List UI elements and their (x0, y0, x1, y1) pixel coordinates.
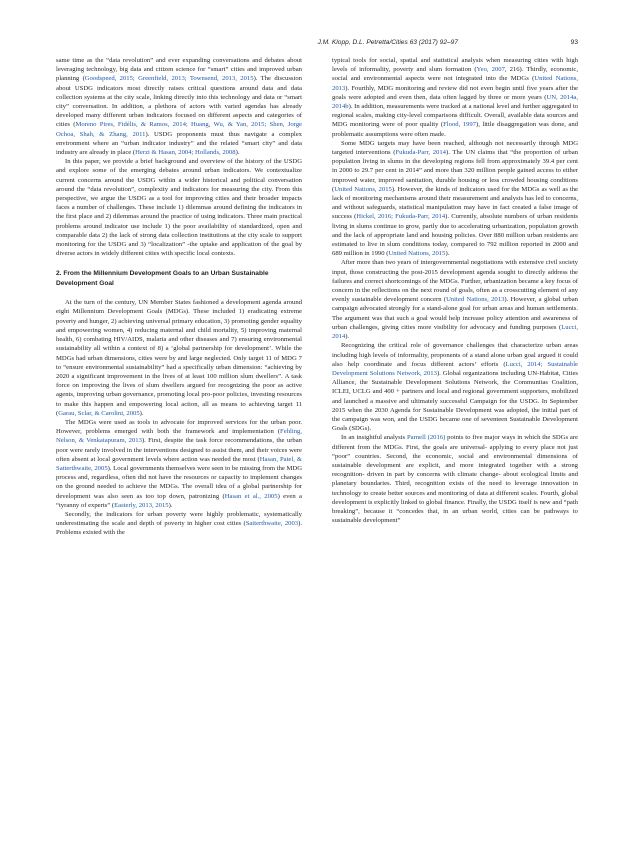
citation-link[interactable]: Hasan, Patel, & Satterthwaite, 2005 (56, 455, 302, 472)
paragraph (332, 258, 578, 341)
text-run: ). (168, 501, 173, 509)
text-run: Recognizing the critical role of governance challenges that characterize urban areas including high levels of informality, proponents of a stand alone urban goal argued it could also help coordinate and focus different actors’ efforts ( (332, 342, 578, 368)
text-run: ). The discussion about USDG indicators most directly raises critical questions around data and data collection systems at the city scale, linking directly into this technology and data or “smart city” conversation. In addition, a plethora of actors with varied agendas has already developed many different urban indicators focused on different aspects and categories of cities ( (56, 75, 302, 129)
text-run: Secondly, the indicators for urban poverty were highly problematic, systematically underestimating the scale and depth of poverty in higher cost cities ( (56, 510, 302, 528)
text-run: ). (445, 250, 450, 258)
citation-link[interactable]: United Nations, 2015 (388, 250, 446, 258)
paragraph: In this paper, we provide a brief background and overview of the history of the USDG and explore some of the emerging debates around urban indicators. We contextualize current concerns around the USDG within a wider historical and political conversation around the “data revolution”, complexity and indicators for measuring the city. From this perspective, we argue the USDG as a tool for improving cities and their broader impacts faces a number of challenges. These include 1) dilemmas around defining the indicators in the first place and 2) dilemmas around the practice of using indicators. Three main practical problems around indicator use include 1) the poor availability of standardized, open and comparable data 2) the lack of strong data collection institutions at the city scale to support monitoring for the USDG and 3) “localization” -the uptake and application of the goal by diverse actors in widely different cities with specific local contexts. (56, 158, 302, 258)
text-run: typical tools for social, spatial and statistical analysis when measuring cities with high levels of informality, poverty and slum formation ( (332, 57, 578, 74)
citation-link[interactable]: UN, 2014a, 2014b (332, 93, 578, 111)
citation-link[interactable]: Moreno Pires, Fidélis, & Ramos, 2014; Huang, Wu, & Yan, 2015; Shen, Jorge Ochoa, Shah, & Zhang, 2011 (56, 121, 302, 138)
paragraph (56, 510, 302, 538)
citation-link[interactable]: Hickel, 2016; Fukuda-Parr, 2014 (356, 213, 446, 221)
paragraph (56, 56, 302, 157)
paragraph (332, 433, 578, 525)
paragraph (332, 56, 578, 139)
citation-link[interactable]: Garau, Sclar, & Carolini, 2005 (58, 409, 140, 417)
citation-link[interactable]: United Nations, 2013 (332, 75, 578, 92)
text-run: ). Fourthly, MDG monitoring and review did not even begin until five years after the goals were adopted and even then, data often lagged by three or more years ( (332, 84, 578, 101)
citation-link[interactable]: Yeo, 2007 (476, 66, 505, 74)
text-run: same time as the “data revolution” and ever expanding conversations and debates about leveraging technology, big data and citizen science for “smart” cities and improved urban planning ( (56, 57, 302, 83)
text-run: ). USDG proponents must thus navigate a complex environment where an “urban indicator industry” and the related “smart city” and data industry are already in place ( (56, 130, 302, 157)
text-run: The MDGs were used as tools to advocate for improved services for the urban poor. However, problems emerged with both the framework and implementation ( (56, 418, 302, 436)
citation-link[interactable]: Lucci, 2014 (332, 323, 578, 341)
text-run: ). Global organizations including UN-Habitat, Cities Alliance, the Sustainable Development Solutions Network, the Communitas Coalition, ICLEI, UCLG and 400 + partners and local and regional government supporters, mobilized and launched a massive and ultimately successful Campaign for the USDG. In September 2015 when the 2030 Agenda for Sustainable Development was adopted, the initial part of the campaign was won, and the USDG became one of seventeen Sustainable Development Goals (SDGs). (332, 369, 578, 433)
text-run: ). (345, 333, 350, 341)
paragraph (332, 341, 578, 433)
citation-link[interactable]: Fukuda-Parr, 2014 (395, 149, 446, 157)
citation-link[interactable]: Easterly, 2013, 2015 (114, 501, 169, 509)
citation-link[interactable]: Lucci, 2014; Sustainable Development Solutions Network, 2013 (332, 360, 578, 377)
citation-link[interactable]: Fehling, Nelson, & Venkatapuram, 2013 (56, 428, 302, 445)
running-header (56, 36, 578, 50)
text-run: ), little disaggregation was done, and problematic assumptions were often made. (332, 121, 578, 138)
page-number: 93 (570, 39, 578, 46)
citation-link[interactable]: Parnell (2016) (406, 434, 446, 442)
text-run: ). Local governments themselves were seen to be missing from the MDG process and, regardless, often did not have the resources or capacity to implement changes on the ground needed to achieve the MDGs. The overall idea of a global partnership for development was also seen as too top down, patronizing ( (56, 464, 303, 500)
text-run: ). The UN claims that “the proportion of urban population living in slums in the developing regions fell from approximately 39.4 per cent in 2000 to 29.7 per cent in 2014” and more than 320 million people gained access to either improved water, improved sanitation, durable housing or less crowded housing conditions ( (332, 149, 578, 193)
paragraph (56, 298, 302, 418)
paragraph (332, 139, 578, 259)
text-run: After more than two years of intergovernmental negotiations with extensive civil society input, those constructing the post-2015 development agenda sought to directly address the failures and correct shortcomings of the MDGs. Further, urbanization became a key focus of concern in the reflections on the next round of goals, often as a crosscutting element of any evenly sustainable development concern ( (332, 259, 578, 304)
text-run: ). Currently, absolute numbers of urban residents living in slums continue to grow, partly due to accelerating urbanization, population growth and the lack of appropriate land and housing policies. Over 880 million urban residents are estimated to live in slum conditions today, compared to 792 million reported in 2000 and 689 million in 1990 ( (332, 213, 578, 258)
text-run: ). First, despite the task force recommendations, the urban poor were rarely involved in the interventions designed to assist them, and their voices were often absent at local government levels where action was needed the most ( (56, 437, 302, 463)
citation-link[interactable]: Satterthwaite, 2003 (245, 520, 299, 528)
citation-link[interactable]: United Nations, 2015 (334, 185, 392, 193)
text-run: ). In addition, measurements were tracked at a national level and further aggregated to regional scales, making city-level comparisons difficult. Overall, available data sources and MDG monitoring were of poor quality ( (332, 103, 578, 129)
text-run: In an insightful analysis (341, 434, 407, 442)
text-run: points to five major ways in which the SDGs are different from the MDGs. First, the goals are universal- applying to every place not just “poor” countries. Second, the economic, social and environmental dimensions of sustainable development are explicit, and more integrated together with a strong recognition- driven in part by concerns with climate change- about ecological limits and planetary boundaries. Third, recognition exists of the need to leverage innovation in technology to create better sources and monitoring of data at different scales. Fourth, global development is explicitly linked to global finance. Finally, the USDG itself is new and “path breaking”, because it “concedes that, in an urban world, cities can be pathways to sustainable development” (332, 434, 578, 525)
text-run: ). However, the kinds of indicators used for the MDGs as well as the lack of monitoring mechanisms around their measurement and analysis has led to concerns, and without safeguards, statistical manipulation may have in fact created a false image of success ( (332, 185, 579, 221)
citation-link[interactable]: Flood, 1997 (443, 121, 477, 129)
left-column (56, 56, 302, 538)
text-run: ) even a “tyranny of experts” ( (56, 492, 302, 509)
right-column (332, 56, 578, 525)
text-run: Some MDG targets may have been reached, although not necessarily through MDG targeted interventions ( (332, 139, 578, 157)
text-run: , 216). Thirdly, economic, social and environmental aspects were not integrated into the MDGs ( (332, 66, 578, 83)
journal-citation: J.M. Klopp, D.L. Petretta/Cities 63 (2017) 92–97 (317, 39, 458, 46)
citation-link[interactable]: Hasan et al., 2005 (224, 492, 278, 500)
text-run: At the turn of the century, UN Member States fashioned a development agenda around eight Millennium Development Goals (MDGs). These included 1) eradicating extreme poverty and hunger, 2) achieving universal primary education, 3) promoting gender equality and empowering women, 4) reducing maternal and child mortality, 5) improving maternal health, 6) combating HIV/AIDS, malaria and other diseases and 7) ensuring environmental sustainability all within a context of 8) a ‘global partnership for development’. While the MDGs had urban dimensions, cities were by and large neglected. Only target 11 of MDG 7 to “ensure environmental sustainability” had a specifically urban dimension: “achieving by 2020 a significant improvement in the lives of at least 100 million slum dwellers”. A task force on improving the lives of slum dwellers argued for recognizing the poor as active agents, improving urban governance, promoting local pro-poor policies, investing resources to make this happen and empowering local action, all as means to achieving target 11 ( (56, 299, 302, 417)
text-run: ). (139, 409, 144, 417)
paragraph (56, 418, 302, 510)
text-run: ). Problems existed with the (56, 520, 302, 537)
section-heading: 2. From the Millennium Development Goals to an Urban Sustainable Development Goal (56, 270, 269, 287)
text-run: ). (235, 149, 240, 157)
citation-link[interactable]: Goodspeed, 2015; Greenfield, 2013; Townsend, 2013, 2015 (84, 75, 254, 83)
citation-link[interactable]: United Nations, 2013 (446, 296, 505, 304)
text-run: ). However, a global urban campaign advocated strongly for a stand-alone goal for urban areas and human settlements. The argument was that such a goal would help increase policy attention and awareness of urban challenges, giving cities more visibility for advocacy and funding purposes ( (332, 296, 578, 331)
citation-link[interactable]: Herzi & Hasan, 2004; Hollands, 2008 (135, 149, 236, 157)
